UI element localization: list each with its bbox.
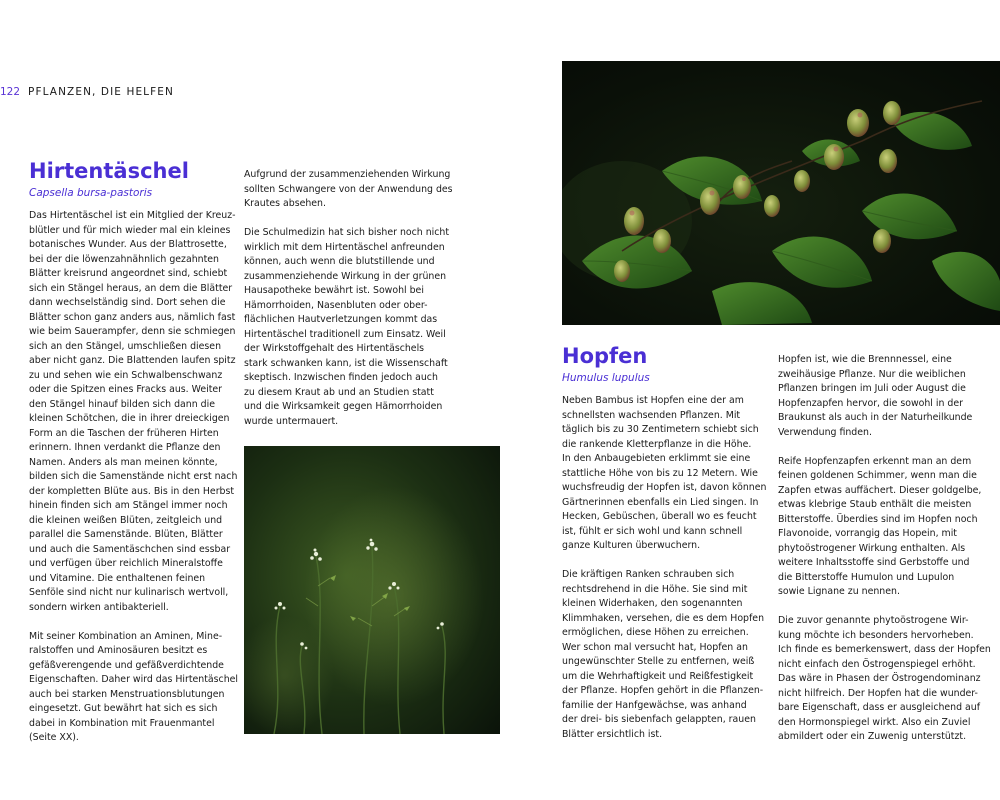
text-line: kleinen Widerhaken, den sogenannten [562, 598, 743, 609]
hirtentaeschel-column-1 [29, 209, 239, 746]
text-line: Hämorrhoiden, Nasenbluten oder ober- [244, 299, 428, 311]
text-line: dann wechselständig sind. Dort sehen die [29, 297, 226, 308]
text-line: den Hormonspiegel wirkt. Also ein Zuviel [778, 716, 971, 728]
text-line: Flavonoide, vorrangig das Hopein, mit [778, 528, 957, 539]
text-line: ermöglichen, diese Höhen zu erreichen. [562, 627, 749, 638]
text-line: Namen. Anders als man meinen könnte, [29, 456, 218, 468]
text-line: In den Anbaugebieten erklimmt sie eine [562, 453, 751, 464]
text-line: Reife Hopfenzapfen erkennt man an dem [778, 455, 972, 467]
text-line: die rankende Kletterpflanze in die Höhe. [562, 438, 752, 450]
text-line: flächlichen Hautverletzungen kommt das [244, 314, 438, 325]
text-line: sich ein Stängel heraus, an dem die Blätter [29, 282, 233, 294]
text-line: parallel die Samenstände. Blüten, Blätter [29, 529, 223, 540]
hopfen-column-2 [778, 353, 991, 745]
text-line: Aufgrund der zusammenziehenden Wirkung [244, 169, 451, 180]
text-line: Blätter schon ganz anders aus, nämlich fast [29, 311, 236, 323]
text-line: Ich finde es bemerkenswert, dass der Hopfen [778, 644, 991, 655]
text-line: um die Wehrhaftigkeit und Reißfestigkeit [562, 670, 754, 682]
text-line: Hecken, Gebüschen, überall wo es feucht [562, 511, 757, 522]
hirtentaeschel-column-2 [244, 168, 453, 429]
text-line: feinen goldenen Schimmer, wenn man die [778, 470, 977, 481]
text-line: Gärtnerinnen ebenfalls ein Lied singen. In [562, 496, 759, 508]
hopfen-latin-name: Humulus lupulus [562, 372, 650, 384]
body-paragraph [778, 353, 983, 440]
text-line: können, auch wenn die blutstillende und [244, 256, 435, 267]
running-title: PFLANZEN, DIE HELFEN [28, 86, 174, 98]
shepherds-purse-photo [244, 446, 500, 734]
text-line: sowie Lignane zu nennen. [778, 586, 900, 597]
body-paragraph [562, 394, 767, 554]
body-paragraph [244, 168, 453, 212]
text-line: Braukunst als auch in der Naturheilkunde [778, 412, 973, 423]
text-line: weitere Inhaltsstoffe sind Gerbstoffe und [778, 557, 970, 568]
text-line: der drei- bis siebenfach gelappten, rauen [562, 714, 756, 725]
text-line: skeptisch. Inzwischen finden jedoch auch [244, 372, 438, 383]
text-line: bei der die löwenzahnähnlich gezahnten [29, 253, 219, 265]
text-line: Krautes absehen. [244, 198, 326, 209]
text-line: und Vitamine. Die enthaltenen feinen [29, 572, 206, 584]
text-line: sondern wirken antibakteriell. [29, 601, 169, 613]
text-line: hinein finden sich am Stängel immer noch [29, 500, 228, 511]
text-line: Die zuvor genannte phytoöstrogene Wir- [778, 615, 969, 626]
page-header [0, 85, 174, 99]
text-line: phytoöstrogener Wirkung enthalten. Als [778, 542, 966, 554]
body-paragraph [778, 614, 991, 745]
text-line: auch bei starken Menstruationsblutungen [29, 688, 225, 700]
text-line: Blätter ersichtlich ist. [562, 728, 663, 740]
text-line: und auch die Samentäschchen sind essbar [29, 543, 231, 555]
text-line: der kompletten Blüte aus. Bis in den Herbst [29, 485, 235, 497]
text-line: dabei in Kombination mit Frauenmantel [29, 717, 215, 729]
text-line: Zapfen etwas auffächert. Dieser goldgelbe, [778, 484, 982, 496]
text-line: Neben Bambus ist Hopfen eine der am [562, 395, 744, 406]
text-line: schnellsten wachsenden Pflanzen. Mit [562, 409, 741, 421]
text-line: erinnern. Ihnen verdankt die Pflanze den [29, 442, 221, 453]
text-line: sich an den Stängel, umschließen diesen [29, 340, 222, 352]
text-line: wirklich mit dem Hirtentäschel anfreunden [244, 241, 445, 253]
text-line: Klimmhaken, versehen, die es dem Hopfen [562, 612, 765, 624]
text-line: kung möchte ich besonders hervorheben. [778, 629, 974, 641]
text-line: den Stängel hinauf bilden sich dann die [29, 398, 215, 410]
body-paragraph [778, 455, 983, 600]
body-paragraph [562, 568, 765, 742]
text-line: zu diesem Kraut ab und an Studien statt [244, 386, 434, 398]
text-line: eingesetzt. Gut bewährt hat sich es sich [29, 703, 218, 714]
text-line: Verwendung finden. [778, 426, 872, 438]
text-line: abmildert oder ein Zuwenig unterstützt. [778, 731, 967, 742]
text-line: die kleinen weißen Blüten, zeitgleich und [29, 514, 223, 526]
text-line: Hirtentäschel traditionell zum Einsatz. Weil [244, 328, 446, 340]
text-line: der Pflanze. Hopfen gehört in die Pflanzen- [562, 685, 764, 696]
text-line: stattliche Höhe von bis zu 12 Metern. Wie [562, 467, 758, 479]
text-line: Mit seiner Kombination an Aminen, Mine- [29, 630, 223, 642]
text-line: (Seite XX). [29, 732, 79, 743]
hirtentaeschel-heading: Hirtentäschel [29, 159, 189, 183]
text-line: Form an die Taschen der früheren Hirten [29, 427, 219, 439]
text-line: und verfügen über reichlich Mineralstoffe [29, 558, 223, 569]
text-line: zusammenziehende Wirkung in der grünen [244, 270, 447, 282]
text-line: wie beim Sauerampfer, denn sie schmiegen [29, 326, 236, 337]
text-line: bare Eigenschaft, dass er ausgleichend auf [778, 702, 981, 713]
text-line: Pflanzen bringen im Juli oder August die [778, 383, 966, 394]
text-line: etwas klebrige Staub enthält die meisten [778, 499, 972, 510]
text-line: nicht hilfreich. Der Hopfen hat die wunder- [778, 687, 978, 699]
text-line: stark schwanken kann, ist die Wissenschaft [244, 357, 448, 369]
text-line: kleinen Schötchen, die in ihrer dreieckigen [29, 413, 230, 424]
text-line: täglich bis zu 30 Zentimetern schiebt sich [562, 424, 759, 435]
text-line: blütler und für mich wieder mal ein kleines [29, 224, 231, 236]
text-line: ganze Kulturen überwuchern. [562, 540, 701, 551]
text-line: Wer schon mal versucht hat, Hopfen an [562, 641, 748, 653]
hirtentaeschel-latin-name: Capsella bursa-pastoris [29, 187, 153, 199]
text-line: botanisches Wunder. Aus der Blattrosette, [29, 239, 227, 250]
text-line: Senföle sind nicht nur kulinarisch wertvoll, [29, 587, 229, 598]
text-line: ungewünschter Stelle zu entfernen, weiß [562, 656, 755, 667]
text-line: aber nicht ganz. Die Blattenden laufen spitz [29, 355, 236, 366]
text-line: Das wäre in Phasen der Östrogendominanz [778, 673, 981, 684]
text-line: bilden sich die Samenstände nicht erst nach [29, 471, 238, 482]
text-line: die Bitterstoffe Humulon und Lupulon [778, 571, 955, 583]
text-line: Hopfenzapfen hervor, die sowohl in der [778, 397, 963, 409]
text-line: ist, fühlt er sich wohl und kann schnell [562, 525, 743, 537]
body-paragraph [29, 209, 238, 615]
body-paragraph [29, 630, 239, 746]
text-line: Bitterstoffe. Überdies sind im Hopfen noch [778, 513, 978, 525]
text-line: nicht einfach den Östrogenspiegel erhöht. [778, 658, 976, 670]
text-line: rechtsdrehend in die Höhe. Sie sind mit [562, 583, 748, 595]
text-line: zu und sehen wie ein Schwalbenschwanz [29, 369, 223, 381]
text-line: sollten Schwangere von der Anwendung des [244, 183, 453, 195]
text-line: oder die Spitzen eines Fracks aus. Weiter [29, 384, 223, 395]
hopfen-heading: Hopfen [562, 344, 648, 368]
text-line: Das Hirtentäschel ist ein Mitglied der Kreuz- [29, 210, 236, 221]
text-line: Die Schulmedizin hat sich bisher noch nicht [244, 227, 450, 238]
text-line: Hopfen ist, wie die Brennnessel, eine [778, 354, 952, 365]
text-line: wurde untermauert. [244, 415, 339, 427]
text-line: Die kräftigen Ranken schrauben sich [562, 569, 735, 580]
text-line: wuchsfreudig der Hopfen ist, davon können [562, 482, 767, 493]
hopfen-column-1 [562, 394, 767, 742]
text-line: Eigenschaften. Daher wird das Hirtentäschel [29, 674, 239, 685]
hops-photo [562, 61, 1000, 325]
text-line: ralstoffen und Aminosäuren besitzt es [29, 645, 208, 656]
text-line: zweihäusige Pflanze. Nur die weiblichen [778, 368, 966, 380]
text-line: familie der Hanfgewächse, was anhand [562, 699, 747, 711]
text-line: Blätter kreisrund angeordnet sind, schiebt [29, 268, 228, 279]
text-line: und die Wirksamkeit gegen Hämorrhoiden [244, 401, 443, 412]
page-number: 122 [0, 86, 21, 98]
text-line: Hausapotheke bewährt ist. Sowohl bei [244, 285, 424, 296]
body-paragraph [244, 226, 450, 429]
text-line: gefäßverengende und gefäßverdichtende [29, 659, 224, 671]
text-line: der Wirkstoffgehalt des Hirtentäschels [244, 343, 425, 354]
